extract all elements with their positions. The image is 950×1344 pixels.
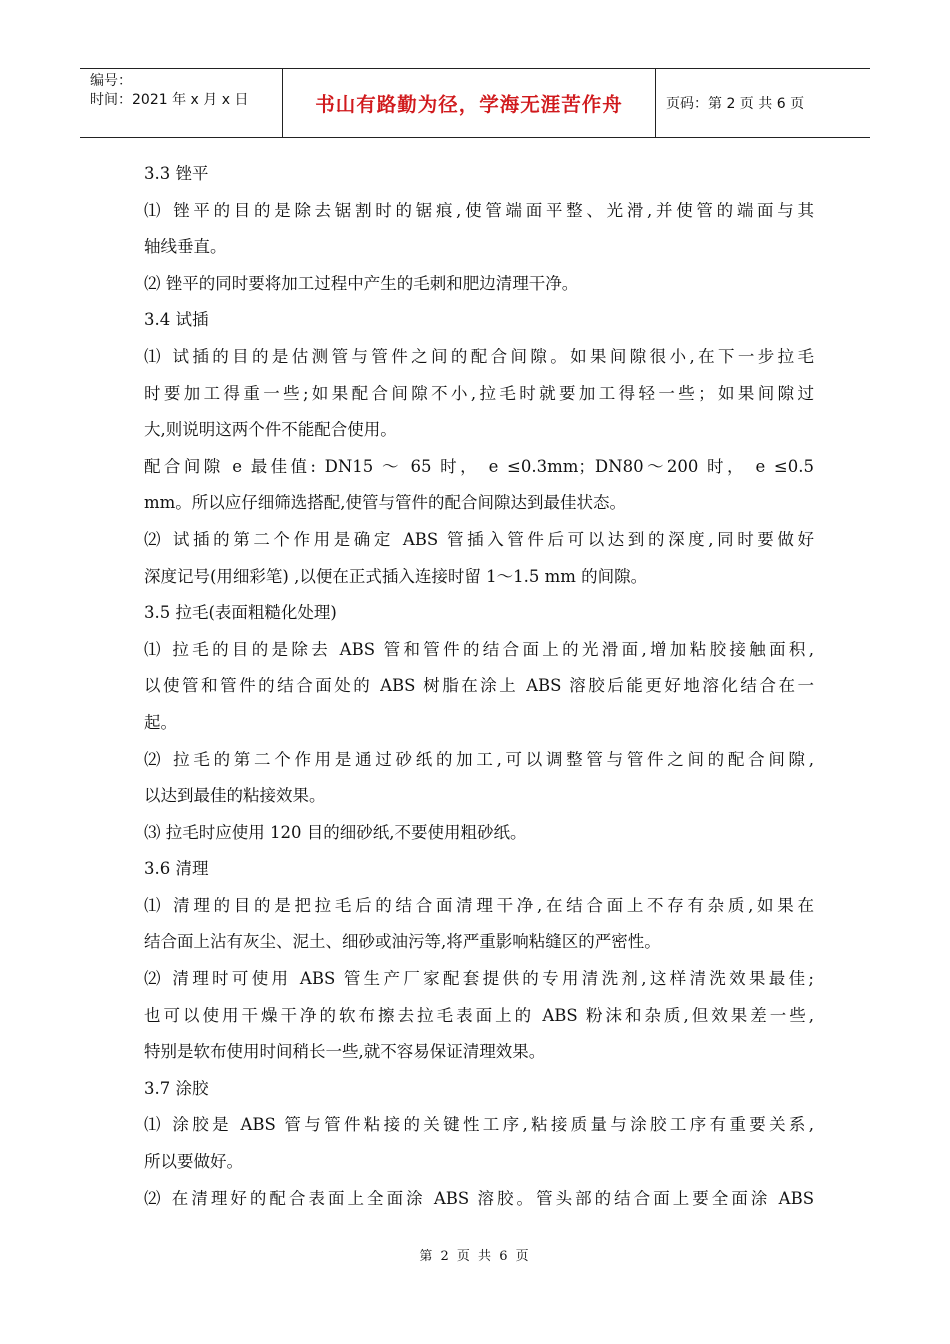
body-text-line: ⑵ 锉平的同时要将加工过程中产生的毛刺和肥边清理干净。 (144, 273, 579, 293)
body-text-line: 大,则说明这两个件不能配合使用。 (144, 420, 397, 440)
body-text-line: 起。 (144, 712, 177, 732)
footer-page-number: 第 2 页 共 6 页 (419, 1249, 531, 1264)
body-text-line: ⑴ 清理的目的是把拉毛后的结合面清理干净,在结合面上不存有杂质,如果在 (144, 895, 814, 915)
document-number-label: 编号： (90, 73, 132, 89)
header-motto: 书山有路勤为径，学海无涯苦作舟 (315, 93, 623, 116)
body-text-line: ⑵ 在清理好的配合表面上全面涂 ABS 溶胶。管头部的结合面上要全面涂 ABS (144, 1188, 814, 1208)
body-text-line: ⑶ 拉毛时应使用 120 目的细砂纸,不要使用粗砂纸。 (144, 822, 527, 842)
body-text-line: mm。所以应仔细筛选搭配,使管与管件的配合间隙达到最佳状态。 (144, 493, 627, 513)
header-page-number: 页码：第 2 页 共 6 页 (666, 96, 805, 112)
body-text-line: ⑵ 拉毛的第二个作用是通过砂纸的加工,可以调整管与管件之间的配合间隙, (144, 749, 814, 769)
body-text-line: 结合面上沾有灰尘、泥土、细砂或油污等,将严重影响粘缝区的严密性。 (144, 932, 661, 952)
body-text-line: 3.7 涂胶 (144, 1078, 209, 1098)
body-text-line: 3.5 拉毛(表面粗糙化处理) (144, 603, 337, 623)
header-page-cell (656, 69, 870, 137)
body-text-line: 所以要做好。 (144, 1152, 243, 1172)
body-text-line: 以使管和管件的结合面处的 ABS 树脂在涂上 ABS 溶胶后能更好地溶化结合在一 (144, 676, 814, 696)
body-text-line: 3.6 清理 (144, 859, 209, 879)
body-text-line: ⑴ 涂胶是 ABS 管与管件粘接的关键性工序,粘接质量与涂胶工序有重要关系, (144, 1115, 814, 1135)
document-body (144, 156, 814, 1217)
document-date-label: 时间：2021 年 x 月 x 日 (90, 92, 249, 108)
body-text-line: 3.4 试插 (144, 310, 209, 330)
body-text-line: ⑵ 清理时可使用 ABS 管生产厂家配套提供的专用清洗剂,这样清洗效果最佳; (144, 969, 814, 989)
header-motto-cell (283, 69, 656, 137)
body-text-line: 轴线垂直。 (144, 237, 227, 257)
body-text-line: 也可以使用干燥干净的软布擦去拉毛表面上的 ABS 粉沫和杂质,但效果差一些, (144, 1005, 814, 1025)
body-text-line: 以达到最佳的粘接效果。 (144, 786, 326, 806)
body-text-line: ⑴ 试插的目的是估测管与管件之间的配合间隙。如果间隙很小,在下一步拉毛 (144, 346, 814, 366)
header-info-cell (80, 69, 283, 137)
body-text-line: ⑴ 锉平的目的是除去锯割时的锯痕,使管端面平整、光滑,并使管的端面与其 (144, 200, 814, 220)
body-text-line: 3.3 锉平 (144, 164, 209, 183)
page-footer (0, 1245, 950, 1264)
page-header (80, 68, 870, 138)
body-text-line: ⑴ 拉毛的目的是除去 ABS 管和管件的结合面上的光滑面,增加粘胶接触面积, (144, 639, 814, 659)
body-text-line: 时要加工得重一些;如果配合间隙不小,拉毛时就要加工得轻一些；如果间隙过 (144, 383, 814, 403)
body-text-line: 特别是软布使用时间稍长一些,就不容易保证清理效果。 (144, 1042, 546, 1062)
body-text-line: ⑵ 试插的第二个作用是确定 ABS 管插入管件后可以达到的深度,同时要做好 (144, 529, 814, 549)
body-text-line: 配合间隙 e 最佳值: DN15 ～ 65 时， e ≤0.3mm；DN80～200 时， e ≤0.5 (144, 456, 814, 476)
body-text-line: 深度记号(用细彩笔) ,以便在正式插入连接时留 1～1.5 mm 的间隙。 (144, 566, 648, 586)
